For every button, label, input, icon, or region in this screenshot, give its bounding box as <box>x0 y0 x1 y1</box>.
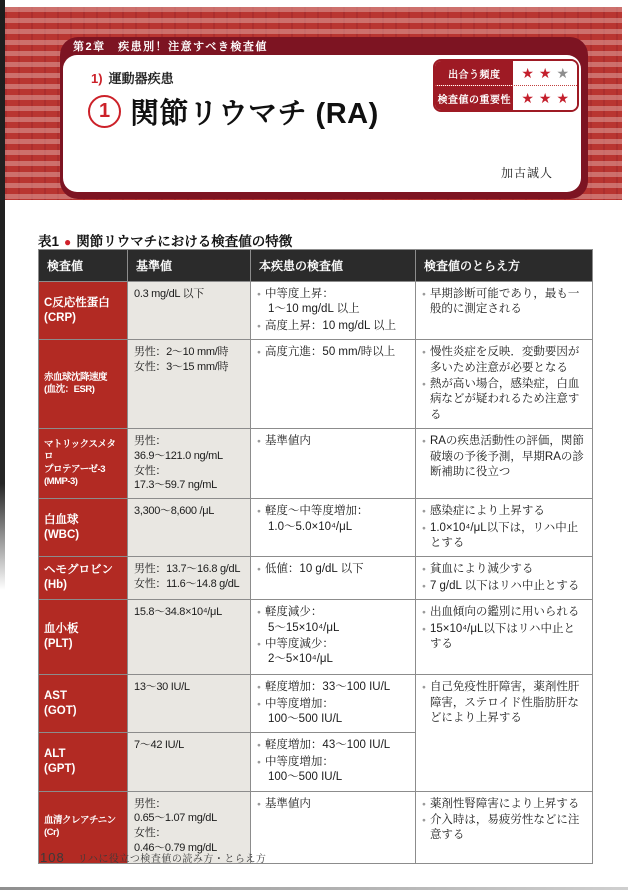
bullet-icon: ● <box>257 800 261 808</box>
bullet-subline: 100～500 IU/L <box>268 713 343 726</box>
bullet-item <box>257 287 409 302</box>
bullet-subline: 1～10 mg/dL 以上 <box>268 303 360 316</box>
bullet-item <box>422 521 586 552</box>
standard-value-cell <box>128 429 251 499</box>
bullet-subline: 100～500 IU/L <box>268 771 343 784</box>
bullet-icon: ● <box>257 700 261 708</box>
footer-book-title: リハに役立つ検査値の読み方・とらえ方 <box>77 854 267 865</box>
test-name-cell <box>39 557 128 600</box>
star-filled-icon: ★ <box>538 65 552 81</box>
bullet-icon: ● <box>257 641 261 649</box>
section-number: 1) <box>91 71 103 86</box>
table-row <box>39 675 593 733</box>
column-header: 検査値のとらえ方 <box>416 250 593 282</box>
interpretation-cell <box>416 282 593 340</box>
test-name-line: (PLT) <box>44 638 73 651</box>
bullet-icon: ● <box>422 291 426 298</box>
title-card-inner <box>63 55 581 192</box>
bullet-text: 早期診断可能であり，最も一般的に測定される <box>429 288 580 316</box>
interpretation-cell <box>416 557 593 600</box>
bullet-text: 中等度増加： <box>264 755 334 768</box>
bullet-text: 7 g/dL 以下はリハ中止とする <box>429 579 580 592</box>
standard-value-line: 女性： <box>134 464 167 477</box>
bullet-icon: ● <box>422 817 426 825</box>
rating-label: 出合う頻度 <box>435 61 513 85</box>
test-name-line: (Hb) <box>44 579 67 592</box>
title-card <box>60 37 588 199</box>
bullet-text: RAの疾患活動性の評価，関節破壊の予後予測，早期RAの診断補助に役立つ <box>429 435 584 479</box>
bullet-item <box>257 319 409 334</box>
bullet-icon: ● <box>422 582 426 590</box>
standard-value-line: 女性：11.6～14.8 g/dL <box>134 578 240 591</box>
disease-value-cell <box>251 340 416 429</box>
test-name-cell <box>39 600 128 675</box>
table-row <box>39 499 593 557</box>
test-name-line: (MMP-3) <box>44 476 78 488</box>
table-header-row <box>39 250 593 282</box>
standard-value-line: 15.8～34.8×10⁴/μL <box>134 606 222 619</box>
standard-value-line: 女性：3～15 mm/時 <box>134 360 229 373</box>
standard-value-line: 0.46～0.79 mg/dL <box>134 841 217 854</box>
page-footer <box>40 850 266 865</box>
test-name-cell <box>39 282 128 340</box>
disease-value-cell <box>251 675 416 733</box>
bullet-item <box>257 562 409 577</box>
bullet-item <box>422 434 586 480</box>
standard-value-cell <box>128 282 251 340</box>
bullet-text: 中等度増加： <box>264 697 334 710</box>
bullet-icon: ● <box>422 508 426 516</box>
bullet-item <box>257 738 409 753</box>
test-name-line: 血清クレアチニン <box>44 814 116 826</box>
bullet-text: 1.0×10⁴/μL以下は，リハ中止とする <box>429 521 579 549</box>
standard-value-line: 男性：13.7～16.8 g/dL <box>134 563 241 576</box>
red-dot-icon: ● <box>64 235 72 249</box>
rating-label: 検査値の重要性 <box>435 86 513 110</box>
rating-stars <box>513 86 577 110</box>
standard-value-line: 36.9～121.0 ng/mL <box>134 449 223 462</box>
interpretation-cell <box>416 499 593 557</box>
standard-value-cell <box>128 499 251 557</box>
standard-value-line: 7～42 IU/L <box>134 739 184 752</box>
bullet-subline: 1.0～5.0×10⁴/μL <box>268 520 353 533</box>
page-title-text: 関節リウマチ (RA) <box>130 98 379 130</box>
bullet-text: 感染症により上昇する <box>429 505 545 518</box>
bullet-icon: ● <box>257 566 261 574</box>
standard-value-cell <box>128 340 251 429</box>
standard-value-line: 3,300～8,600 /μL <box>134 505 215 518</box>
bullet-subline: 2～5×10⁴/μL <box>268 653 333 666</box>
header-plaid-band <box>5 7 622 200</box>
disease-value-cell <box>251 600 416 675</box>
bullet-item <box>257 797 409 812</box>
table-caption-number: 表1 <box>38 234 60 249</box>
bullet-icon: ● <box>257 438 261 446</box>
table-row <box>39 429 593 499</box>
bullet-item <box>422 562 586 577</box>
standard-value-cell <box>128 733 251 791</box>
table-row <box>39 600 593 675</box>
interpretation-cell <box>416 600 593 675</box>
disease-value-cell <box>251 733 416 791</box>
bullet-text: 出血傾向の鑑別に用いられる <box>429 606 580 619</box>
bullet-text: 貧血により減少する <box>429 563 534 576</box>
test-name-line: 血小板 <box>44 623 79 636</box>
star-filled-icon: ★ <box>538 90 552 106</box>
bullet-text: 慢性炎症を反映．変動要因が多いため注意が必要となる <box>429 346 580 374</box>
author-name: 加古誠人 <box>500 166 553 180</box>
table-row <box>39 282 593 340</box>
standard-value-line: 13～30 IU/L <box>134 681 190 694</box>
bullet-text: 中等度上昇： <box>264 288 334 300</box>
bullet-item <box>257 637 409 652</box>
test-name-line: ヘモグロビン <box>44 564 113 577</box>
table-caption-text: 関節リウマチにおける検査値の特徴 <box>76 234 293 249</box>
bullet-icon: ● <box>422 524 426 532</box>
bullet-item <box>257 755 409 770</box>
page-title <box>88 91 379 132</box>
bullet-icon: ● <box>257 742 261 750</box>
bullet-text: 低値：10 g/dL 以下 <box>264 563 364 576</box>
bullet-text: 高度亢進：50 mm/時以上 <box>264 346 396 359</box>
bullet-icon: ● <box>257 291 261 298</box>
test-name-line: 赤血球沈降速度 <box>44 371 108 383</box>
disease-value-cell <box>251 791 416 863</box>
bullet-icon: ● <box>257 349 261 357</box>
bullet-item <box>422 622 586 653</box>
star-filled-icon: ★ <box>556 90 569 106</box>
standard-value-line: 0.3 mg/dL 以下 <box>134 288 204 300</box>
bullet-icon: ● <box>257 684 261 692</box>
bullet-text: 基準値内 <box>264 797 311 810</box>
test-name-cell <box>39 340 128 429</box>
bullet-item <box>422 504 586 519</box>
column-header: 検査値 <box>39 250 128 282</box>
disease-value-cell <box>251 429 416 499</box>
bullet-item <box>257 345 409 360</box>
bullet-text: 高度上昇：10 mg/dL 以上 <box>264 319 397 332</box>
star-empty-icon: ★ <box>556 65 569 81</box>
bullet-text: 軽度増加：43～100 IU/L <box>264 739 391 752</box>
bullet-icon: ● <box>422 625 426 633</box>
star-filled-icon: ★ <box>521 90 534 106</box>
test-name-line: (血沈：ESR) <box>44 384 95 396</box>
bullet-icon: ● <box>422 684 426 692</box>
bullet-icon: ● <box>257 322 261 330</box>
section-line <box>91 68 174 87</box>
bullet-item <box>422 579 586 594</box>
test-name-line: 白血球 <box>44 513 79 526</box>
rating-box <box>433 59 579 112</box>
standard-value-line: 男性： <box>134 797 167 810</box>
column-header: 本疾患の検査値 <box>251 250 416 282</box>
bullet-item <box>422 345 586 376</box>
bullet-item <box>257 434 409 449</box>
test-name-line: プロテアーゼ-3 <box>44 463 105 475</box>
column-header: 基準値 <box>128 250 251 282</box>
bullet-text: 介入時は，易疲労性などに注意する <box>429 814 580 842</box>
chapter-bar: 第2章 疾患別！注意すべき検査値 <box>73 41 268 53</box>
bullet-icon: ● <box>422 566 426 574</box>
bullet-text: 軽度～中等度増加： <box>264 505 369 518</box>
bullet-item <box>257 680 409 695</box>
bullet-item <box>422 797 586 812</box>
test-name-line: (CRP) <box>44 311 76 324</box>
standard-value-cell <box>128 600 251 675</box>
test-name-cell <box>39 675 128 733</box>
bullet-text: 基準値内 <box>264 435 311 448</box>
test-name-cell <box>39 499 128 557</box>
test-name-line: (WBC) <box>44 528 80 541</box>
star-filled-icon: ★ <box>521 65 534 81</box>
bullet-text: 中等度減少： <box>264 638 334 651</box>
test-name-line: (GPT) <box>44 763 76 776</box>
bullet-item <box>257 504 409 519</box>
disease-value-cell <box>251 499 416 557</box>
standard-value-line: 男性： <box>134 435 167 448</box>
disease-value-cell <box>251 557 416 600</box>
bullet-item <box>422 813 586 844</box>
bullet-item <box>257 697 409 712</box>
bullet-icon: ● <box>422 349 426 357</box>
section-label: 運動器疾患 <box>108 71 174 86</box>
bullet-item <box>422 605 586 620</box>
bullet-text: 15×10⁴/μL以下はリハ中止とする <box>429 622 576 651</box>
bullet-text: 軽度増加：33～100 IU/L <box>264 681 391 694</box>
test-name-cell <box>39 733 128 791</box>
bullet-icon: ● <box>257 508 261 516</box>
bullet-item <box>422 287 586 318</box>
test-name-line: (Cr) <box>44 827 59 839</box>
lab-table <box>38 249 593 864</box>
test-name-line: C反応性蛋白 <box>44 296 110 309</box>
rating-stars <box>513 61 577 85</box>
interpretation-cell <box>416 429 593 499</box>
bullet-text: 薬剤性腎障害により上昇する <box>429 797 580 810</box>
test-name-cell <box>39 429 128 499</box>
bullet-text: 熱が高い場合，感染症，白血病などが疑われるため注意する <box>429 378 580 421</box>
bullet-icon: ● <box>422 438 426 446</box>
circled-number-icon: 1 <box>88 95 121 128</box>
rating-row <box>435 61 577 85</box>
test-name-line: ALT <box>44 748 66 761</box>
table-body <box>39 282 593 864</box>
bullet-item <box>422 377 586 423</box>
bullet-subline: 5～15×10⁴/μL <box>268 621 340 634</box>
table-caption <box>38 230 292 250</box>
standard-value-line: 0.65～1.07 mg/dL <box>134 812 217 825</box>
standard-value-line: 女性： <box>134 827 167 840</box>
bullet-icon: ● <box>422 609 426 617</box>
disease-value-cell <box>251 282 416 340</box>
standard-value-cell <box>128 675 251 733</box>
bullet-item <box>422 680 586 726</box>
table-row <box>39 340 593 429</box>
bullet-text: 自己免疫性肝障害，薬剤性肝障害，ステロイド性脂肪肝などにより上昇する <box>429 681 580 725</box>
table-row <box>39 557 593 600</box>
test-name-line: マトリックスメタロ <box>44 439 116 463</box>
test-name-line: (GOT) <box>44 704 77 717</box>
standard-value-line: 男性：2～10 mm/時 <box>134 346 229 359</box>
interpretation-cell <box>416 791 593 863</box>
standard-value-cell <box>128 557 251 600</box>
test-name-line: AST <box>44 689 67 702</box>
standard-value-line: 17.3～59.7 ng/mL <box>134 479 217 492</box>
bullet-icon: ● <box>257 609 261 617</box>
bullet-icon: ● <box>422 381 426 389</box>
bullet-icon: ● <box>257 758 261 766</box>
rating-row <box>435 85 577 110</box>
page-number: 108 <box>40 850 65 865</box>
bullet-text: 軽度減少： <box>264 606 323 619</box>
interpretation-cell <box>416 340 593 429</box>
interpretation-cell <box>416 675 593 791</box>
bullet-icon: ● <box>422 800 426 808</box>
bullet-item <box>257 605 409 620</box>
